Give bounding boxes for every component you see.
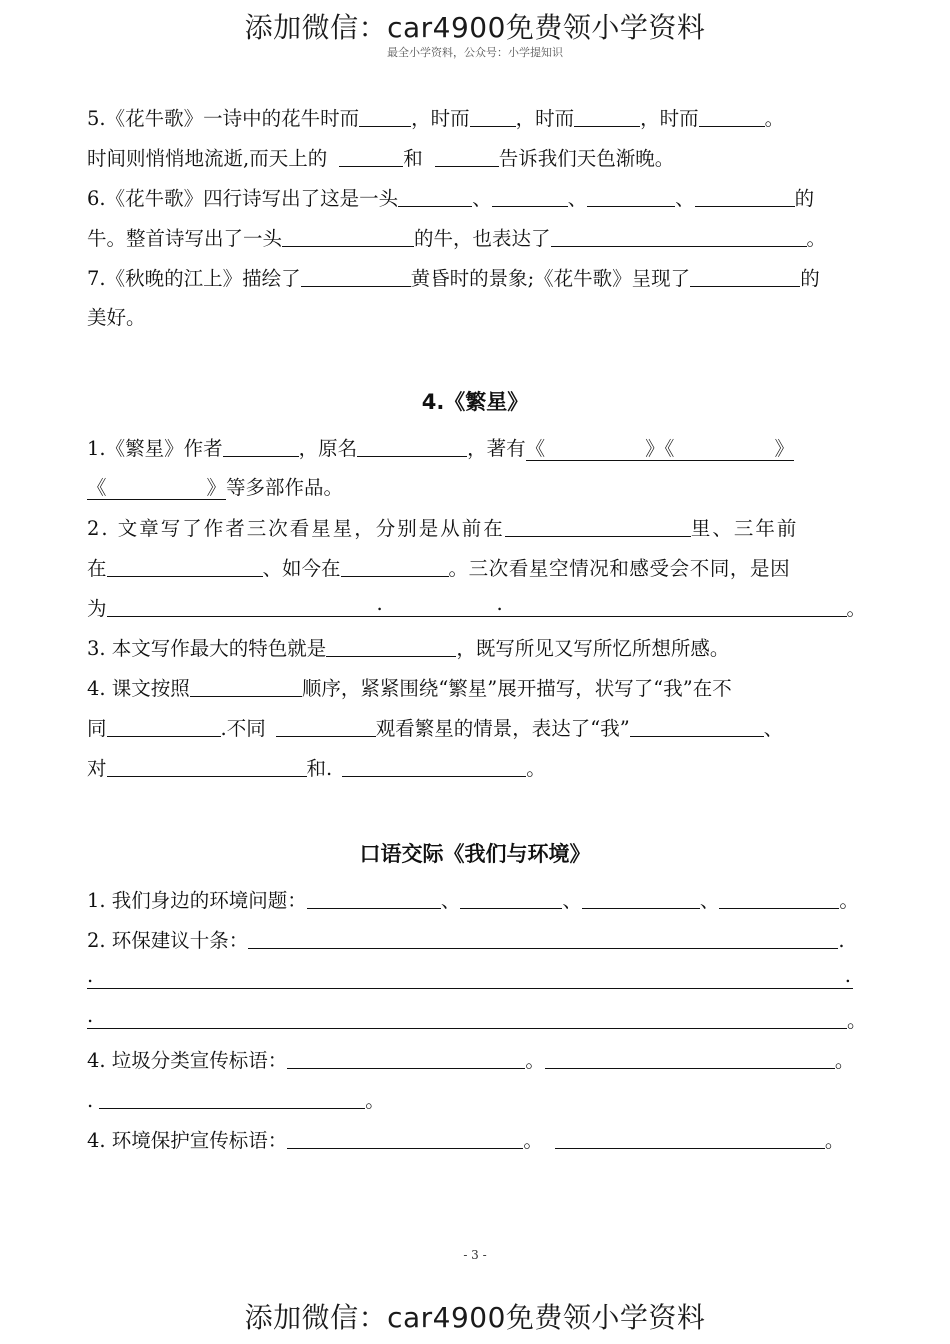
blank[interactable]	[248, 928, 838, 949]
blank[interactable]	[574, 106, 640, 127]
text: ，时而	[515, 107, 575, 130]
text: 。三次看星空情况和感受会不同，是因	[448, 557, 791, 580]
text: 。	[824, 1129, 845, 1152]
blank[interactable]	[287, 1048, 525, 1069]
s4-question-4-line-1	[87, 676, 732, 701]
blank[interactable]	[341, 556, 449, 577]
blank[interactable]	[398, 186, 472, 207]
text: .	[376, 592, 383, 615]
text: 2. 环保建议十条：	[87, 929, 249, 952]
text: .	[838, 929, 845, 952]
text: 、	[675, 187, 695, 210]
text: 》	[645, 437, 665, 460]
blank[interactable]	[190, 676, 302, 697]
text: 。	[847, 1009, 867, 1032]
text: 、	[567, 187, 588, 210]
s4-question-2-line-2	[87, 556, 790, 581]
blank[interactable]	[719, 888, 839, 909]
s4-question-4-line-2	[87, 716, 783, 741]
blank[interactable]	[435, 146, 499, 167]
text: 的	[794, 187, 815, 210]
watermark-bottom: 添加微信：car4900免费领小学资料	[244, 1301, 706, 1334]
s4-question-1-line-1	[87, 436, 794, 461]
text: .	[87, 1089, 94, 1112]
blank[interactable]	[87, 964, 853, 989]
text: 。	[764, 107, 785, 130]
blank[interactable]	[460, 888, 562, 909]
text: 时间则悄悄地流逝,而天上的	[87, 147, 328, 170]
text: 、	[472, 187, 492, 210]
sub-watermark: 最全小学资料，公众号：小学提知识	[387, 46, 563, 59]
oral-question-2-line-1	[87, 928, 845, 953]
s4-question-2-line-1	[87, 516, 798, 541]
text: .不同	[220, 717, 266, 740]
text: 黄昏时的景象;《花牛歌》呈现了	[410, 267, 691, 290]
text: .	[844, 964, 851, 987]
blank[interactable]	[587, 186, 675, 207]
blank[interactable]	[505, 516, 691, 537]
blank[interactable]	[470, 106, 516, 127]
watermark-top: 添加微信：car4900免费领小学资料	[244, 11, 706, 44]
s4-question-3	[87, 636, 729, 661]
question-7-line-2: 美好。	[87, 306, 146, 329]
text: 观看繁星的情景，表达了“我”	[375, 717, 630, 740]
text: 4. 环境保护宣传标语：	[87, 1129, 288, 1152]
text: 3. 本文写作最大的特色就是	[87, 637, 327, 660]
text: 。	[365, 1089, 385, 1112]
oral-question-2-line-3	[87, 1004, 867, 1033]
section-title-environment: 口语交际《我们与环境》	[359, 842, 591, 866]
text: 。	[839, 889, 859, 912]
text: ，时而	[411, 107, 470, 130]
question-5-line-1	[87, 106, 784, 131]
blank[interactable]	[690, 266, 800, 287]
question-6-line-2	[87, 226, 826, 251]
page-number: - 3 -	[463, 1248, 487, 1262]
blank[interactable]	[301, 266, 411, 287]
text: 、	[440, 889, 461, 912]
text: 顺序，紧紧围绕“繁星”展开描写，状写了“我”在不	[301, 677, 732, 700]
text: .	[87, 1004, 94, 1027]
text: 。	[834, 1049, 855, 1072]
blank[interactable]	[551, 226, 807, 247]
text: 。	[846, 597, 867, 620]
blank[interactable]	[492, 186, 568, 207]
text: 。	[525, 1049, 545, 1072]
oral-question-1	[87, 888, 859, 913]
text: 6.《花牛歌》四行诗写出了这是一头	[87, 187, 399, 210]
text: 。	[806, 227, 827, 250]
blank[interactable]	[107, 556, 263, 577]
text: 4. 课文按照	[87, 677, 190, 700]
text: 。	[523, 1129, 543, 1152]
text: 《	[87, 476, 107, 499]
blank[interactable]	[276, 716, 376, 737]
text: 和.	[306, 757, 333, 780]
blank[interactable]	[107, 756, 307, 777]
text: 等多部作品。	[226, 476, 344, 499]
text: 同	[87, 717, 107, 740]
text: 《	[664, 437, 675, 460]
text: 》	[774, 437, 794, 460]
question-6-line-1	[87, 186, 814, 211]
text: 2. 文章写了作者三次看星星，分别是从前在	[87, 517, 505, 540]
text: 。	[526, 757, 546, 780]
blank[interactable]	[545, 1048, 835, 1069]
text: 1.《繁星》作者	[87, 437, 223, 460]
text: 告诉我们天色渐晚。	[498, 147, 675, 170]
blank[interactable]	[307, 888, 441, 909]
blank[interactable]	[582, 888, 700, 909]
s4-question-2-line-3	[87, 592, 867, 621]
text: 的牛，也表达了	[414, 227, 551, 250]
section-title-fanxing: 4.《繁星》	[421, 390, 529, 414]
question-7-line-1	[87, 266, 820, 291]
text: 的	[800, 267, 820, 290]
text: 4. 垃圾分类宣传标语：	[87, 1049, 288, 1072]
oral-question-3-line-1	[87, 1048, 854, 1073]
text: 为	[87, 597, 107, 620]
text: ，原名	[298, 437, 358, 460]
text: 《	[525, 437, 546, 460]
blank[interactable]	[87, 1004, 847, 1029]
text: 、	[763, 717, 784, 740]
text: 牛。整首诗写出了一头	[87, 227, 283, 250]
blank[interactable]	[342, 756, 526, 777]
oral-question-4	[87, 1128, 844, 1153]
text: 、如今在	[262, 557, 341, 580]
text: ，时而	[640, 107, 699, 130]
blank[interactable]	[107, 716, 221, 737]
text: 》	[206, 476, 227, 499]
text: ，既写所见又写所忆所想所感。	[456, 637, 730, 660]
oral-question-3-line-2	[87, 1088, 385, 1113]
blank[interactable]	[99, 1088, 365, 1109]
blank[interactable]	[630, 716, 764, 737]
blank[interactable]	[223, 436, 299, 457]
text: 对	[87, 757, 107, 780]
text: ，著有	[467, 437, 526, 460]
text: 1. 我们身边的环境问题：	[87, 889, 307, 912]
text: 、	[699, 889, 720, 912]
text: .	[87, 964, 94, 987]
text: .	[496, 592, 503, 615]
text: 5.《花牛歌》一诗中的花牛时而	[87, 107, 360, 130]
s4-question-1-line-2	[87, 476, 343, 500]
text: 和	[403, 147, 423, 170]
blank[interactable]	[699, 106, 765, 127]
oral-question-2-line-2	[87, 964, 853, 993]
blank[interactable]	[287, 1128, 523, 1149]
text: 在	[87, 557, 107, 580]
text: 里、三年前	[690, 517, 799, 540]
blank[interactable]	[339, 146, 403, 167]
s4-question-4-line-3	[87, 756, 546, 781]
blank[interactable]	[107, 592, 847, 617]
blank[interactable]	[282, 226, 414, 247]
blank[interactable]	[357, 436, 467, 457]
blank[interactable]	[555, 1128, 825, 1149]
text: 7.《秋晚的江上》描绘了	[87, 267, 301, 290]
blank[interactable]	[359, 106, 411, 127]
blank[interactable]	[695, 186, 795, 207]
question-5-line-2	[87, 146, 674, 171]
blank[interactable]	[326, 636, 456, 657]
text: 、	[562, 889, 582, 912]
